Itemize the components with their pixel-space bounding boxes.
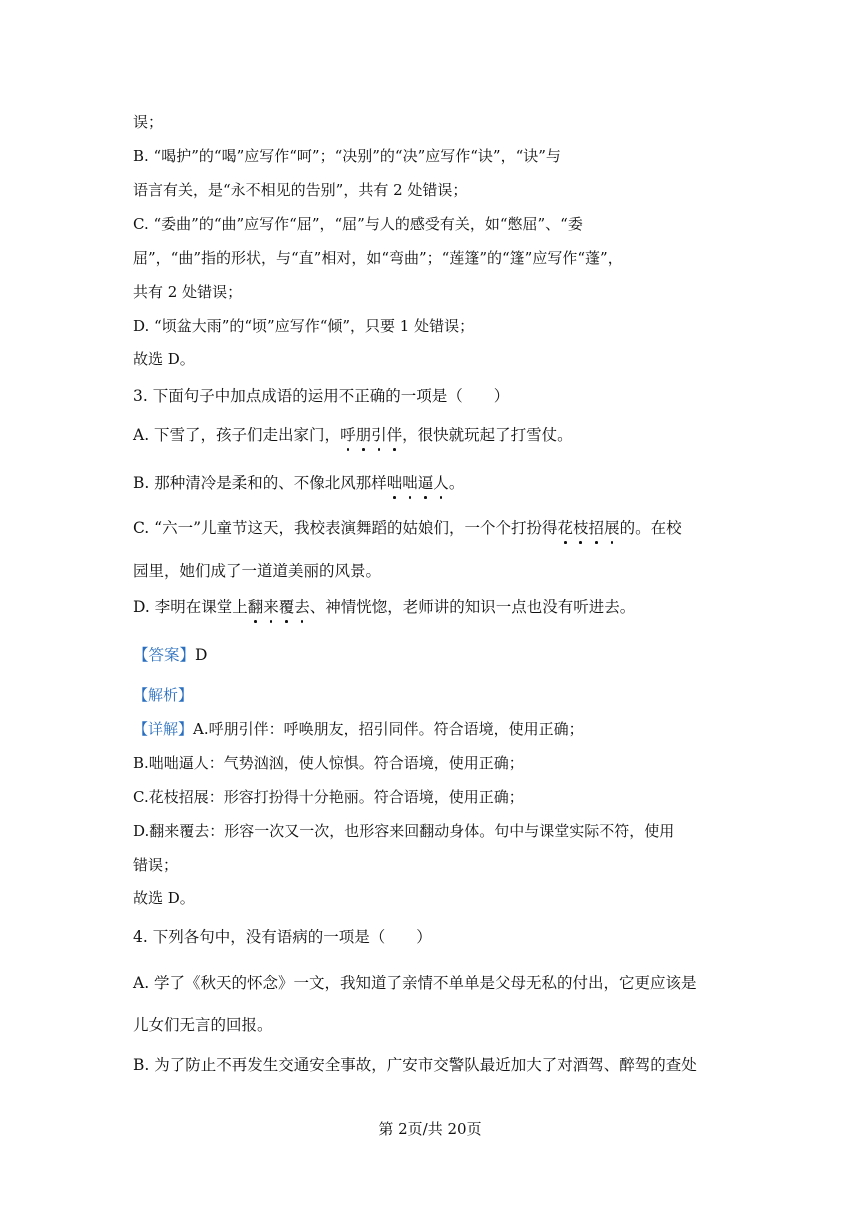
- option-c-idiom: [558, 519, 620, 537]
- idiom-char: 枝: [573, 519, 589, 537]
- answer-value: D: [195, 646, 208, 664]
- prev-answer-option-b-line-2: 语言有关，是“永不相见的告别”，共有 2 处错误；: [133, 181, 468, 199]
- idiom-char: 去: [294, 598, 310, 616]
- option-a-idiom: [340, 426, 402, 444]
- idiom-char: 伴: [386, 426, 403, 444]
- question-3-option-c-line-2: 园里，她们成了一道道美丽的风景。: [133, 562, 382, 580]
- option-a-text-before: A. 下雪了，孩子们走出家门，: [133, 426, 341, 444]
- option-a-text-after: ，很快就玩起了打雪仗。: [402, 426, 573, 444]
- prev-answer-conclusion: 故选 D。: [133, 350, 195, 368]
- idiom-char: 逼: [417, 474, 434, 492]
- question-4-option-a-line-1: A. 学了《秋天的怀念》一文，我知道了亲情不单单是父母无私的付出，它更应该是: [133, 974, 697, 992]
- option-d-text-after: 、神情恍惚，老师讲的知识一点也没有听进去。: [309, 598, 636, 616]
- idiom-char: 呼: [340, 426, 356, 444]
- idiom-char: 咄: [386, 474, 403, 492]
- prev-answer-option-c-line-3: 共有 2 处错误；: [133, 283, 243, 301]
- question-3-detail-d-line-2: 错误；: [133, 856, 179, 874]
- analysis-tag: 【解析】: [133, 686, 194, 704]
- question-3-option-a: [133, 424, 573, 446]
- option-c-text-before: C. “六一”儿童节这天，我校表演舞蹈的姑娘们，一个个打扮得: [133, 519, 558, 537]
- idiom-char: 人: [433, 474, 449, 492]
- question-3-option-c-line-1: [133, 517, 682, 539]
- idiom-char: 朋: [355, 426, 372, 444]
- page-number-footer: 第 2页/共 20页: [378, 1120, 482, 1138]
- question-3-detail-a: [133, 718, 584, 740]
- question-4-stem: 4. 下列各句中，没有语病的一项是（ ）: [133, 928, 432, 946]
- idiom-char: 花: [557, 519, 574, 537]
- idiom-char: 咄: [402, 474, 418, 492]
- detail-tag: 【详解】: [133, 720, 194, 738]
- detail-a-text: A.呼朋引伴：呼唤朋友，招引同伴。符合语境，使用正确；: [193, 720, 584, 738]
- idiom-char: 来: [263, 598, 279, 616]
- answer-tag: 【答案】: [133, 646, 196, 664]
- option-d-text-before: D. 李明在课堂上: [133, 598, 248, 616]
- prev-answer-option-c-line-1: C. “委曲”的“曲”应写作“屈”，“屈”与人的感受有关，如“憋屈”、“委: [133, 215, 583, 233]
- question-4-option-b-line-1: B. 为了防止不再发生交通安全事故，广安市交警队最近加大了对酒驾、醉驾的查处: [133, 1056, 697, 1074]
- prev-answer-option-b-line-1: B. “喝护”的“喝”应写作“呵”；“决别”的“决”应写作“诀”，“诀”与: [133, 147, 561, 165]
- question-4-option-a-line-2: 儿女们无言的回报。: [133, 1016, 273, 1034]
- question-3-stem: 3. 下面句子中加点成语的运用不正确的一项是（ ）: [133, 387, 510, 405]
- question-3-option-b: [133, 472, 464, 494]
- question-3-conclusion: 故选 D。: [133, 889, 195, 907]
- idiom-char: 引: [371, 426, 387, 444]
- idiom-char: 招: [588, 519, 605, 537]
- option-c-text-after: 的。在校: [619, 519, 682, 537]
- question-3-detail-d-line-1: D.翻来覆去：形容一次又一次，也形容来回翻动身体。句中与课堂实际不符，使用: [133, 822, 675, 840]
- question-3-detail-b: B.咄咄逼人：气势汹汹，使人惊惧。符合语境，使用正确；: [133, 754, 524, 772]
- question-3-answer: [133, 644, 207, 666]
- prev-answer-option-c-line-2: 屈”，“曲”指的形状，与“直”相对，如“弯曲”；“莲篷”的“篷”应写作“蓬”，: [133, 249, 623, 267]
- prev-answer-option-d: D. “顷盆大雨”的“顷”应写作“倾”，只要 1 处错误；: [133, 317, 475, 335]
- question-3-detail-c: C.花枝招展：形容打扮得十分艳丽。符合语境，使用正确；: [133, 788, 524, 806]
- option-b-text-after: 。: [448, 474, 465, 492]
- option-d-idiom: [248, 598, 310, 616]
- prev-answer-line-1: 误；: [133, 113, 164, 131]
- idiom-char: 展: [604, 519, 620, 537]
- question-3-option-d: [133, 596, 635, 618]
- question-3-analysis-tag: [133, 684, 193, 706]
- option-b-idiom: [387, 474, 449, 492]
- idiom-char: 覆: [278, 598, 295, 616]
- option-b-text-before: B. 那种清冷是柔和的、不像北风那样: [133, 474, 387, 492]
- idiom-char: 翻: [247, 598, 264, 616]
